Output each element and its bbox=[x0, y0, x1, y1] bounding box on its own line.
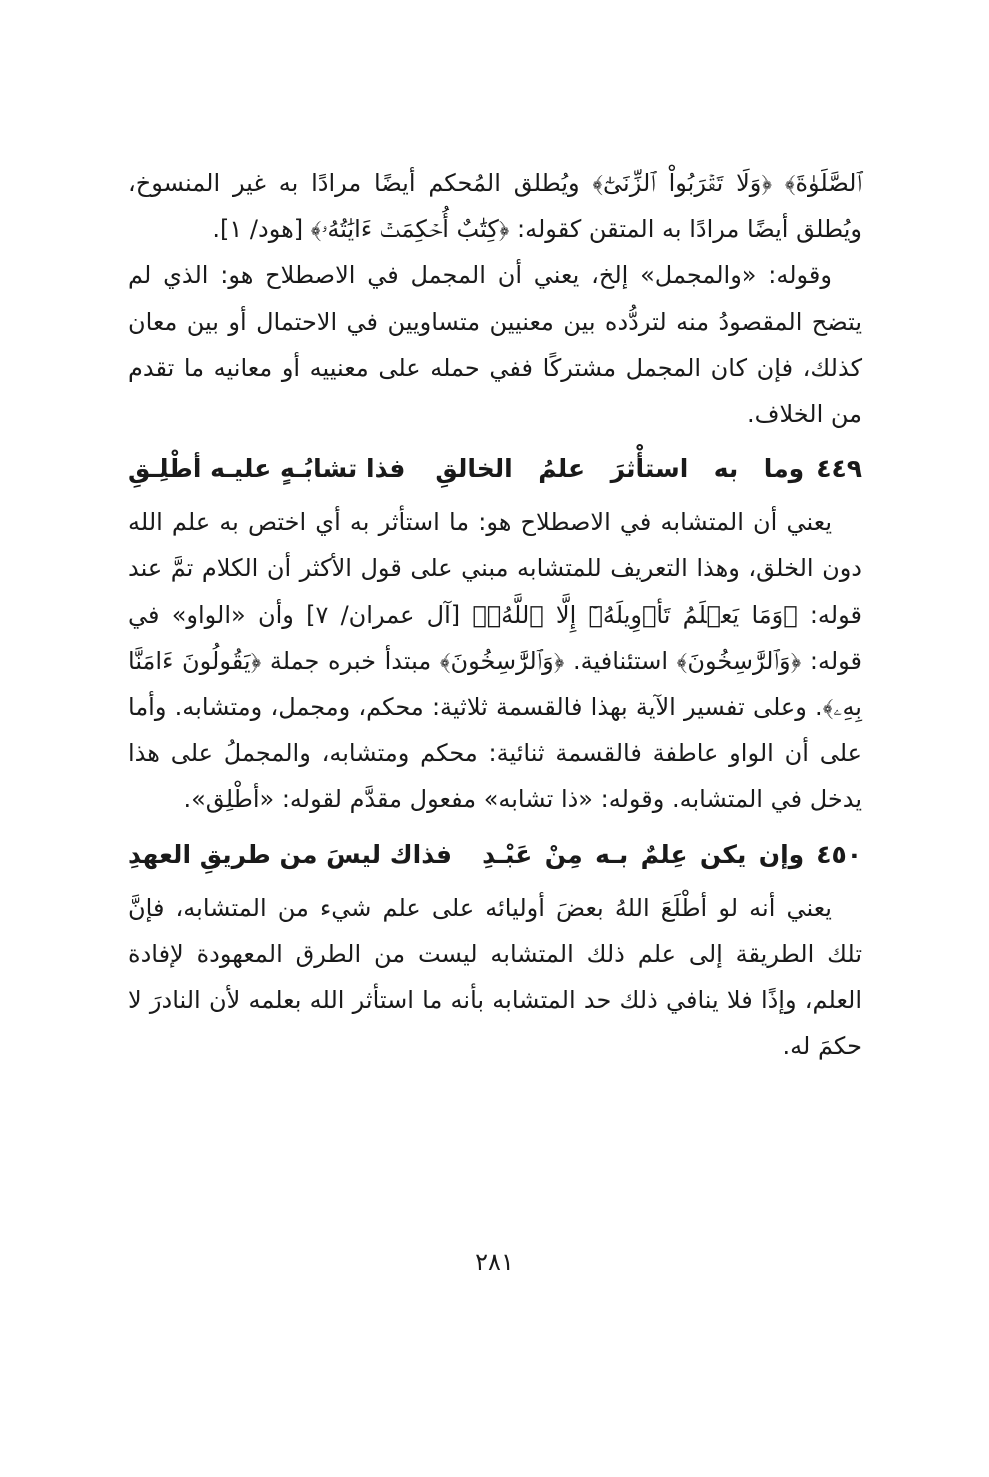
verse-hemistich-second: فذاك ليسَ من طريقِ العهدِ bbox=[128, 839, 453, 869]
paragraph-mutashabih: يعني أن المتشابه في الاصطلاح هو: ما استأثر به أي اختص به علم الله دون الخلق، وهذا التعريف للمتشابه مبني على قول الأكثر أن الكلام تمَّ عند قوله: ﴿وَمَا يَعۡلَمُ تَأۡوِيلَهُۥٓ إِلَّا ٱللَّهُۗ﴾ [آل عمران/ ٧] وأن «الواو» في قوله: ﴿وَٱلرَّٰسِخُونَ﴾ استئنافية. ﴿وَٱلرَّٰسِخُونَ﴾ مبتدأ خبره جملة ﴿يَقُولُونَ ءَامَنَّا بِهِۦ﴾. وعلى تفسير الآية بهذا فالقسمة ثلاثية: محكم، ومجمل، ومتشابه. وأما على أن الواو عاطفة فالقسمة ثنائية: محكم ومتشابه، والمجملُ على هذا يدخل في المتشابه. وقوله: «ذا تشابه» مفعول مقدَّم لقوله: «أطْلِق». bbox=[128, 508, 862, 814]
verse-hemistich-first: وما به استأْثرَ علمُ الخالقِ bbox=[435, 454, 805, 484]
verse-449 bbox=[128, 443, 862, 495]
page-body bbox=[128, 160, 862, 1069]
verse-hemistich-second: فذا تشابُـهٍ عليـه أطْلِـقِ bbox=[128, 454, 406, 484]
paragraph-top-1: ٱلصَّلَوٰةَ﴾ ﴿وَلَا تَقۡرَبُواْ ٱلزِّنَىٰٓ﴾ ويُطلق المُحكم أيضًا مرادًا به غير المنسوخ، ويُطلق أيضًا مرادًا به المتقن كقوله: ﴿كِتَٰبٌ أُحۡكِمَتۡ ءَايَٰتُهُۥ﴾ [هود/ ١]. bbox=[128, 169, 862, 244]
verse-number: ٤٤٩ bbox=[816, 454, 862, 484]
page-number: ٢٨١ bbox=[475, 1248, 514, 1276]
verse-number: ٤٥٠ bbox=[816, 839, 862, 869]
paragraph-mujmal: وقوله: «والمجمل» إلخ، يعني أن المجمل في الاصطلاح هو: الذي لم يتضح المقصودُ منه لتردُّده بين معنيين متساويين في الاحتمال أو بين معان كذلك، فإن كان المجمل مشتركًا ففي حمله على معنييه أو معانيه ما تقدم من الخلاف. bbox=[128, 261, 862, 429]
verse-450 bbox=[128, 829, 862, 881]
paragraph-ilm-abd: يعني أنه لو أطْلَعَ اللهُ بعضَ أوليائه على علم شيء من المتشابه، فإنَّ تلك الطريقة إلى علم ذلك المتشابه ليست من الطرق المعهودة لإفادة العلم، وإذًا فلا ينافي ذلك حد المتشابه بأنه ما استأثر الله بعلمه لأن النادرَ لا حكمَ له. bbox=[128, 893, 862, 1061]
verse-hemistich-first: وإن يكن عِلمٌ بـه مِنْ عَبْـدِ bbox=[482, 839, 805, 869]
